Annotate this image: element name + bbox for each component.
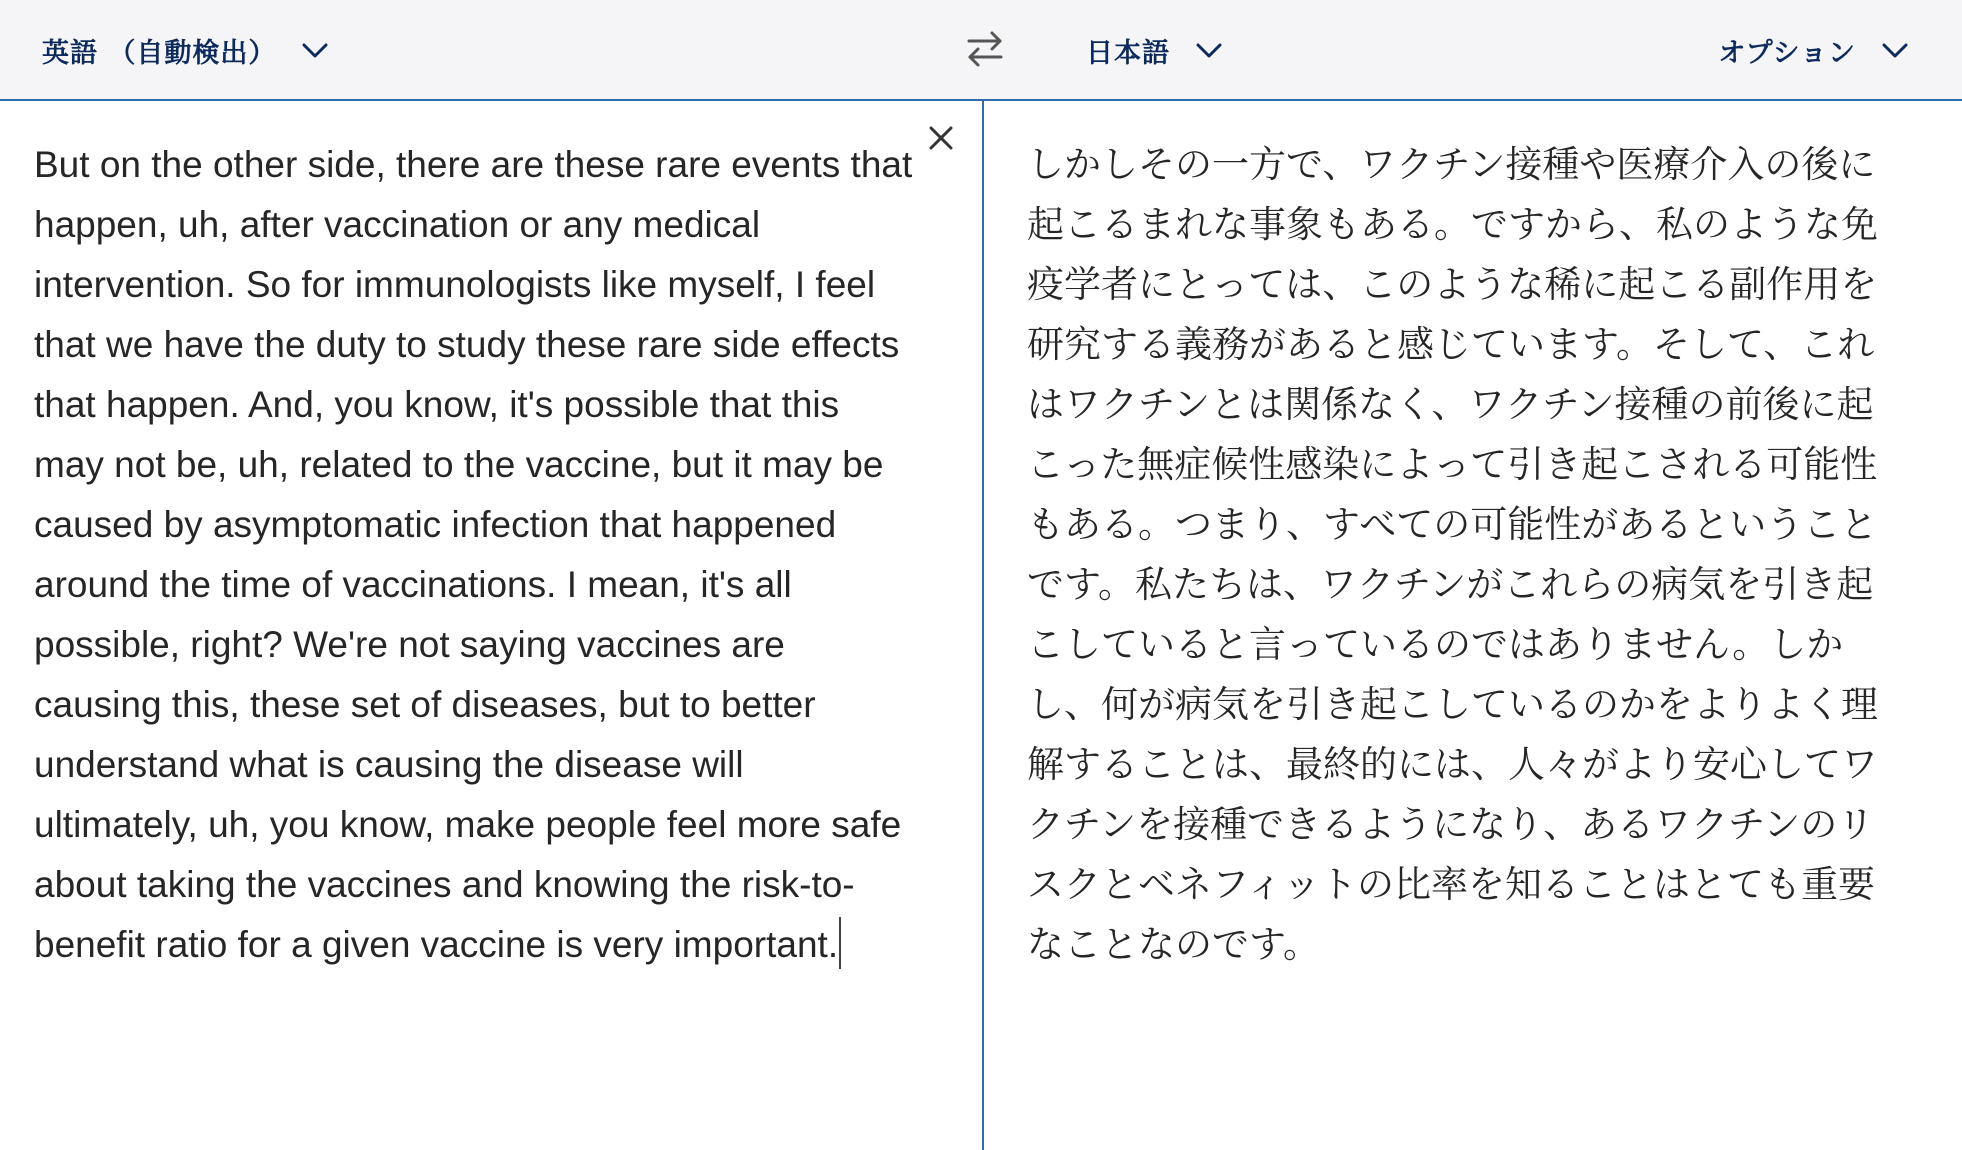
swap-languages-button[interactable] bbox=[960, 24, 1010, 74]
chevron-down-icon bbox=[1880, 35, 1910, 65]
swap-arrows-icon bbox=[963, 27, 1007, 71]
source-text-panel[interactable] bbox=[0, 101, 984, 1150]
text-cursor bbox=[839, 917, 841, 969]
options-label: オプション bbox=[1718, 37, 1856, 69]
language-toolbar bbox=[0, 0, 1962, 101]
target-language-label: 日本語 bbox=[1086, 37, 1170, 69]
source-language-selector[interactable] bbox=[42, 0, 330, 100]
source-language-label: 英語 （自動検出） bbox=[42, 37, 277, 69]
translation-output-panel bbox=[984, 101, 1962, 1150]
close-icon bbox=[928, 125, 954, 151]
target-language-selector[interactable] bbox=[1086, 0, 1224, 100]
source-text-content: But on the other side, there are these rare events that happen, uh, after vaccination or any medical intervention. So for immunologists like myself, I feel that we have the duty to study these rare side effects that happen. And, you know, it's possible that this may not be, uh, related to the vaccine, but it may be caused by asymptomatic infection that happened around the time of vaccinations. I mean, it's all possible, right? We're not saying vaccines are causing this, these set of diseases, but to better understand what is causing the disease will ultimately, uh, you know, make people feel more safe about taking the vaccines and knowing the risk-to-benefit ratio for a given vaccine is very important. bbox=[34, 144, 913, 965]
source-text-input[interactable] bbox=[34, 135, 914, 975]
chevron-down-icon bbox=[300, 35, 330, 65]
options-menu-button[interactable] bbox=[1718, 0, 1910, 100]
chevron-down-icon bbox=[1194, 35, 1224, 65]
translated-text: しかしその一方で、ワクチン接種や医療介入の後に起こるまれな事象もある。ですから、私のような免疫学者にとっては、このような稀に起こる副作用を研究する義務があると感じています。そして、これはワクチンとは関係なく、ワクチン接種の前後に起こった無症候性感染によって引き起こされる可能性もある。つまり、すべての可能性があるということです。私たちは、ワクチンがこれらの病気を引き起こしていると言っているのではありません。しかし、何が病気を引き起こしているのかをよりよく理解することは、最終的には、人々がより安心してワクチンを接種できるようになり、あるワクチンのリスクとベネフィットの比率を知ることはとても重要なことなのです。 bbox=[1027, 143, 1878, 966]
clear-text-button[interactable] bbox=[922, 119, 960, 157]
